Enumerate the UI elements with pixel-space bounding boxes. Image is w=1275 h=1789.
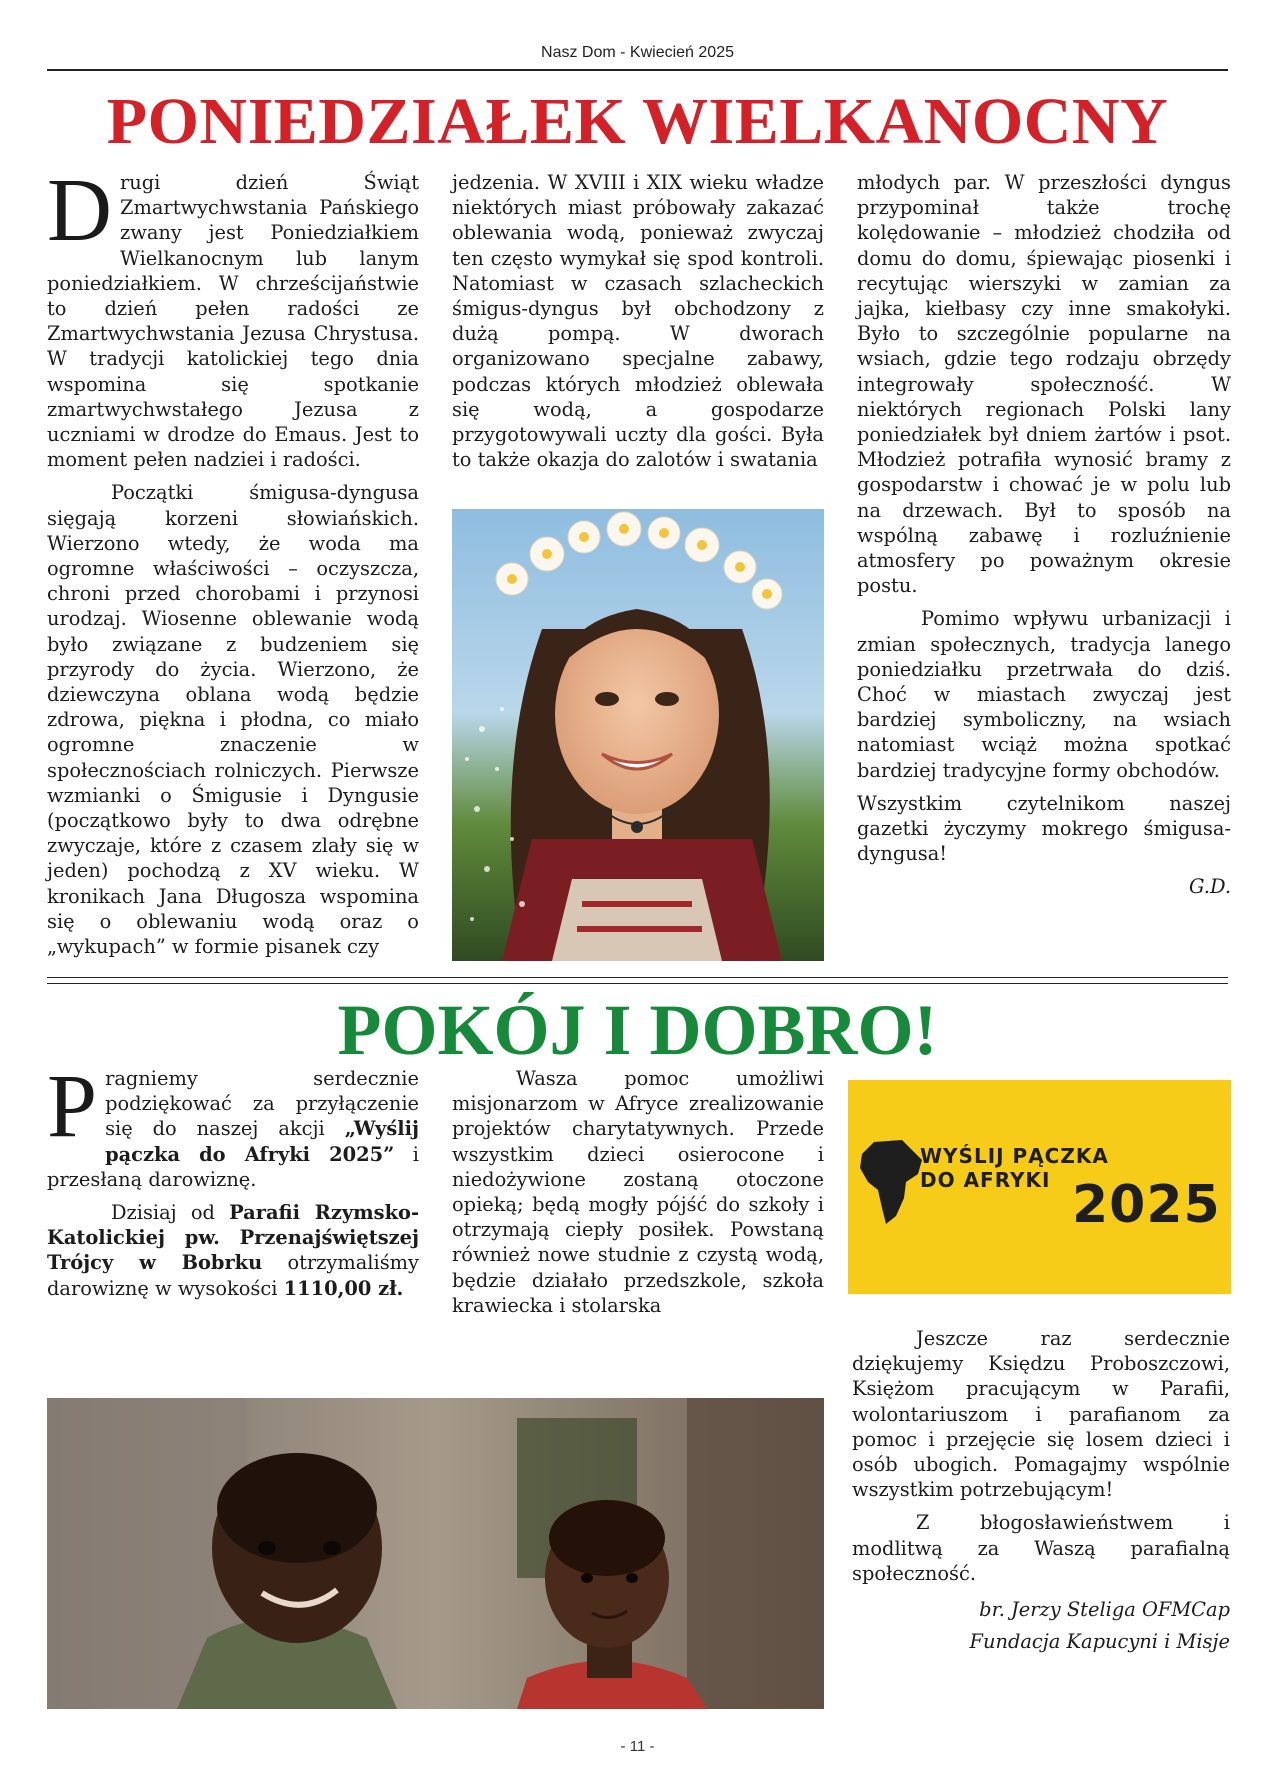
- article1-column-2: [452, 170, 824, 480]
- girl-illustration: [452, 509, 824, 961]
- page-number: - 11 -: [620, 1738, 655, 1755]
- paragraph: Pomimo wpływu urbanizacji i zmian społecznych, tradycja lanego poniedziałku przetrwała do dziś. Choć w miastach zwyczaj jest bardziej symboliczny, na wsiach natomiast wciąż można spotkać bardziej tradycyjne formy obchodów.: [857, 607, 1231, 782]
- text: otrzymaliśmy darowiznę w wysokości: [47, 1251, 419, 1300]
- paragraph: Wasza pomoc umożliwi misjonarzom w Afryce zrealizowanie projektów charytatywnych. Przede wszystkim dzieci osierocone i niedożywione zostaną otoczone opieką; będą mogły pójść do szkoły i otrzymają ciepły posiłek. Powstaną również nowe studnie z czystą wodą, będzie działało przedszkole, szkoła krawiecka i stolarska: [452, 1067, 824, 1317]
- dropcap: D: [47, 161, 112, 260]
- paragraph: jedzenia. W XVIII i XIX wieku władze niektórych miast próbowały zakazać oblewania wodą, ponieważ zwyczaj ten często wymykał się spod kontroli. Natomiast w czasach szlacheckich śmigus-dyngus był obchodzony z dużą pompą. W dworach organizowano specjalne zabawy, podczas których młodzież oblewała się wodą, a gospodarze przygotowywali uczty dla gości. Była to także okazja do zalotów i swatania: [452, 171, 824, 472]
- logo-line-1: WYŚLIJ PĄCZKA: [920, 1144, 1109, 1168]
- signature-author: br. Jerzy Steliga OFMCap: [979, 1598, 1230, 1622]
- text: ragniemy serdecznie podziękować za przyłączenie się do naszej akcji: [105, 1067, 419, 1141]
- donation-amount: 1110,00 zł.: [283, 1276, 404, 1300]
- signature-organization: Fundacja Kapucyni i Misje: [969, 1630, 1230, 1654]
- africa-icon: [856, 1138, 926, 1228]
- running-header: Nasz Dom - Kwiecień 2025: [541, 44, 734, 61]
- paragraph: Początki śmigusa-dyngusa sięgają korzeni słowiańskich. Wierzono wtedy, że woda ma ogromne właściwości – oczyszcza, chroni przed chorobami i przynosi urodzaj. Wiosenne oblewanie wodą było związane z budzeniem się przyrody do życia. Wierzono, że dziewczyna oblana wodą będzie zdrowa, piękna i płodna, co miało ogromne znaczenie w społecznościach rolniczych. Pierwsze wzmianki o Śmigusie i Dyngusie (początkowo były to dwa odrębne zwyczaje, które z czasem zlały się w jeden) pochodzą z XV wieku. W kronikach Jana Długosza wspomina się o oblewaniu wodą oraz o „wykupach” w formie pisanek czy: [47, 481, 419, 959]
- logo-line-2: DO AFRYKI: [920, 1168, 1051, 1192]
- article-title-easter-monday: PONIEDZIAŁEK WIELKANOCNY: [106, 85, 1169, 158]
- header-rule: [47, 69, 1228, 71]
- article-title-peace-and-good: POKÓJ I DOBRO!: [337, 990, 938, 1070]
- paragraph: rugi dzień Świąt Zmartwychwstania Pańskiego zwany jest Poniedziałkiem Wielkanocnym lub lanym poniedziałkiem. W chrześcijaństwie to dzień pełen radości ze Zmartwychwstania Jezusa Chrystusa. W tradycji katolickiej tego dnia wspomina się spotkanie zmartwychwstałego Jezusa z uczniami w drodze do Emaus. Jest to moment pełen nadziei i radości.: [47, 171, 419, 472]
- parish-name: Parafii Rzymsko-Katolickiej pw. Przenajświętszej Trójcy w Bobrku: [47, 1201, 419, 1275]
- campaign-logo: [848, 1080, 1231, 1294]
- article2-column-1: [47, 1057, 419, 1309]
- article1-column-3: [857, 170, 1231, 908]
- section-divider: [47, 983, 1228, 984]
- section-divider: [47, 977, 1228, 978]
- children-illustration: [47, 1398, 824, 1709]
- article1-column-1: [47, 161, 419, 967]
- photo-two-children: [47, 1398, 824, 1709]
- text: i przesłaną darowiznę.: [47, 1142, 419, 1191]
- logo-year: 2025: [1072, 1175, 1221, 1235]
- dropcap: P: [47, 1057, 98, 1156]
- paragraph: Wszystkim czytelnikom naszej gazetki życzymy mokrego śmigusa-dyngusa!: [857, 791, 1231, 866]
- signature: G.D.: [1189, 875, 1231, 899]
- campaign-name: „Wyślij pączka do Afryki 2025”: [105, 1117, 419, 1166]
- article2-column-3: [852, 1326, 1230, 1658]
- photo-girl-flower-wreath: [452, 509, 824, 961]
- paragraph: młodych par. W przeszłości dyngus przypominał także trochę kolędowanie – młodzież chodziła od domu do domu, śpiewając piosenki i recytując wierszyki w zamian za jajka, kiełbasy czy inne smakołyki. Było to szczególnie popularne na wsiach, gdzie tego rodzaju obrzędy integrowały społeczność. W niektórych regionach Polski lany poniedziałek był dniem żartów i psot. Młodzież potrafiła wynosić bramy z gospodarstw i chować je w polu lub na drzewach. Był to sposób na wspólną zabawę i rozluźnienie atmosfery po poważnym okresie postu.: [857, 171, 1231, 598]
- paragraph: Z błogosławieństwem i modlitwą za Waszą parafialną społeczność.: [852, 1511, 1230, 1585]
- paragraph: Jeszcze raz serdecznie dziękujemy Księdzu Proboszczowi, Księżom pracującym w Parafii, wolontariuszom i parafianom za pomoc i przejęcie się losem dzieci i osób ubogich. Pomagajmy wspólnie wszystkim potrzebującym!: [852, 1327, 1230, 1502]
- text: Dzisiaj od: [111, 1201, 230, 1225]
- article2-column-2: [452, 1066, 824, 1326]
